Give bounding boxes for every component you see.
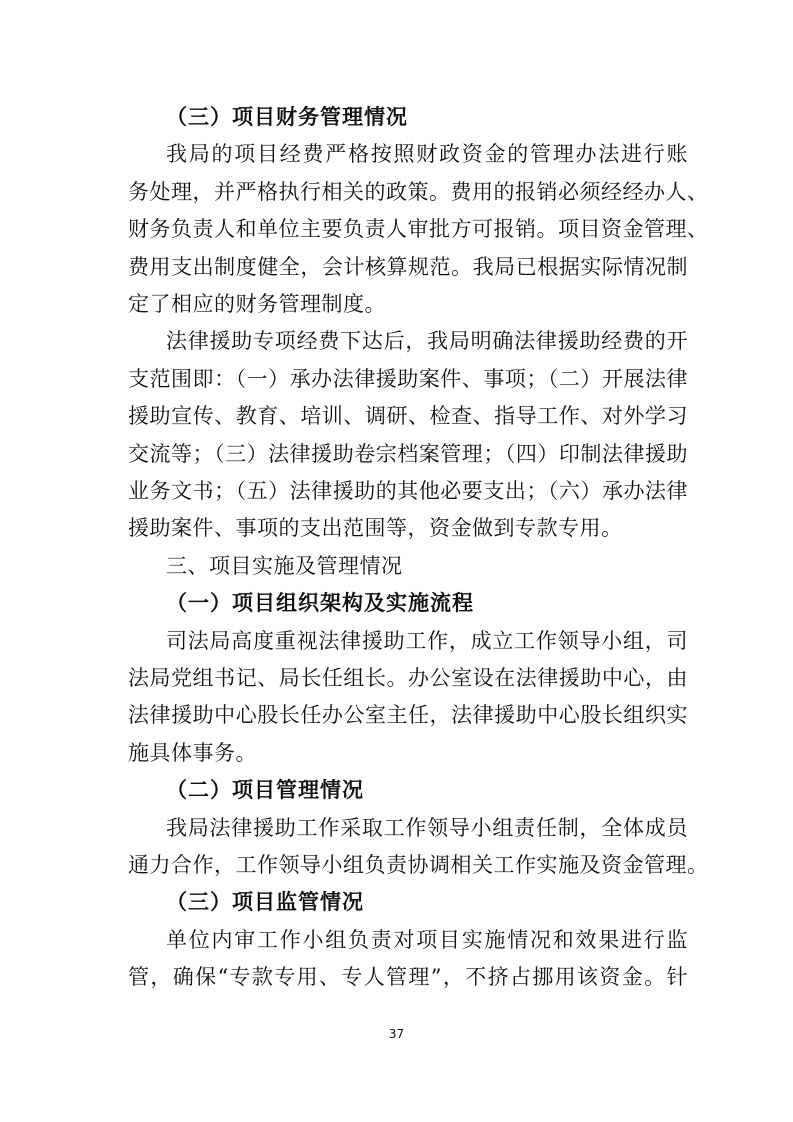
paragraph-line: 我局法律援助工作采取工作领导小组责任制，全体成员 [166, 815, 688, 840]
paragraph-line: 施具体事务。 [128, 740, 257, 765]
paragraph-line: 交流等；（三）法律援助卷宗档案管理；（四）印制法律援助 [128, 441, 688, 466]
paragraph-line: 业务文书；（五）法律援助的其他必要支出；（六）承办法律 [128, 479, 688, 503]
paragraph-line: 定了相应的财务管理制度。 [128, 292, 386, 316]
paragraph-line: 财务负责人和单位主要负责人审批方可报销。项目资金管理、 [128, 217, 709, 242]
paragraph-line: 支范围即：（一）承办法律援助案件、事项；（二）开展法律 [128, 366, 688, 391]
paragraph-line: 务处理，并严格执行相关的政策。费用的报销必须经经办人、 [128, 179, 709, 204]
paragraph-line: 管，确保“专款专用、专人管理”，不挤占挪用该资金。针 [128, 965, 688, 990]
subheading-project-management: （二）项目管理情况 [166, 778, 364, 803]
paragraph-line: 援助宣传、教育、培训、调研、检查、指导工作、对外学习 [128, 404, 688, 429]
paragraph-line: 单位内审工作小组负责对项目实施情况和效果进行监 [166, 927, 688, 952]
paragraph-line: 法律援助专项经费下达后，我局明确法律援助经费的开 [166, 329, 688, 354]
paragraph-line: 我局的项目经费严格按照财政资金的管理办法进行账 [166, 142, 688, 167]
page-number: 37 [388, 1027, 405, 1041]
paragraph-line: 费用支出制度健全，会计核算规范。我局已根据实际情况制 [128, 254, 688, 279]
paragraph-line: 法律援助中心股长任办公室主任，法律援助中心股长组织实 [128, 703, 688, 728]
paragraph-line: 援助案件、事项的支出范围等，资金做到专款专用。 [128, 516, 623, 541]
subheading-supervision: （三）项目监管情况 [166, 890, 364, 915]
section-heading-implementation: 三、项目实施及管理情况 [166, 553, 403, 578]
paragraph-line: 司法局高度重视法律援助工作，成立工作领导小组，司 [166, 628, 688, 653]
paragraph-line: 法局党组书记、局长任组长。办公室设在法律援助中心，由 [128, 666, 688, 690]
paragraph-line: 通力合作，工作领导小组负责协调相关工作实施及资金管理。 [128, 853, 709, 877]
subheading-organization: （一）项目组织架构及实施流程 [166, 591, 474, 616]
subheading-finance-management: （三）项目财务管理情况 [166, 105, 408, 129]
